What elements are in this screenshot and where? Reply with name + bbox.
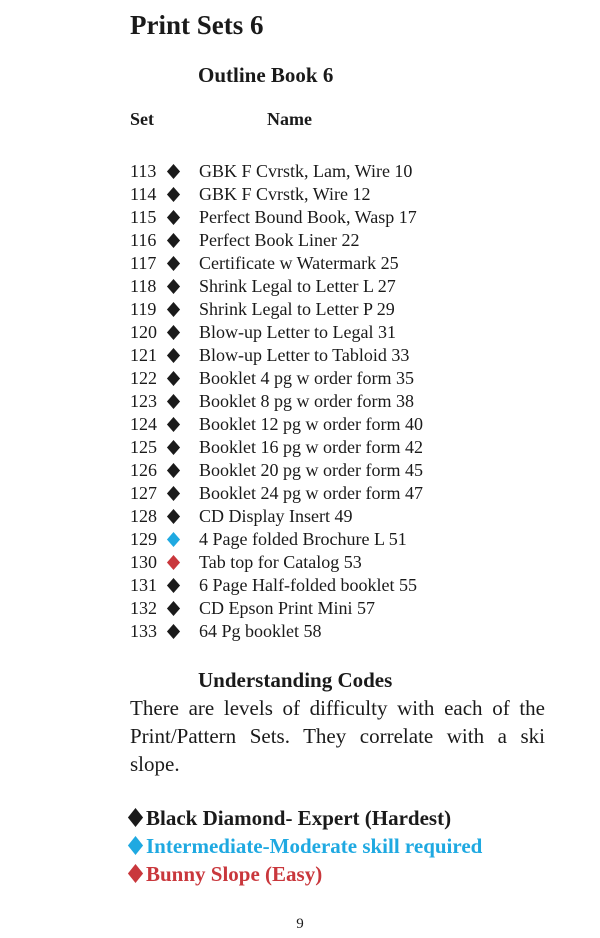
set-number: 129 xyxy=(130,529,157,549)
set-number: 121 xyxy=(130,345,157,365)
set-row xyxy=(130,298,570,321)
set-number: 120 xyxy=(130,322,157,342)
black-diamond-icon xyxy=(166,164,181,179)
codes-description: There are levels of difficulty with each of the Print/Pattern Sets. They correlate with a ski slope. xyxy=(130,696,545,776)
black-diamond-icon xyxy=(166,486,181,501)
page-title: Print Sets 6 xyxy=(130,10,264,40)
black-diamond-icon xyxy=(166,578,181,593)
set-name: Perfect Bound Book, Wasp 17 xyxy=(199,207,417,227)
black-diamond-icon xyxy=(166,279,181,294)
set-name: Tab top for Catalog 53 xyxy=(199,552,362,572)
set-row xyxy=(130,436,570,459)
set-name: Booklet 20 pg w order form 45 xyxy=(199,460,423,480)
set-name: GBK F Cvrstk, Lam, Wire 10 xyxy=(199,161,413,181)
black-diamond-icon xyxy=(127,808,144,827)
set-number: 127 xyxy=(130,483,157,503)
set-name: Blow-up Letter to Legal 31 xyxy=(199,322,396,342)
book-subtitle: Outline Book 6 xyxy=(198,63,334,87)
black-diamond-icon xyxy=(166,463,181,478)
set-number: 130 xyxy=(130,552,157,572)
set-name: CD Epson Print Mini 57 xyxy=(199,598,376,618)
set-number: 116 xyxy=(130,230,157,250)
black-diamond-icon xyxy=(166,325,181,340)
black-diamond-icon xyxy=(166,187,181,202)
set-name: Certificate w Watermark 25 xyxy=(199,253,399,273)
blue-diamond-icon xyxy=(127,836,144,855)
set-number: 133 xyxy=(130,621,157,641)
black-diamond-icon xyxy=(166,417,181,432)
set-name: Booklet 8 pg w order form 38 xyxy=(199,391,414,411)
set-row xyxy=(130,482,570,505)
set-name: Booklet 24 pg w order form 47 xyxy=(199,483,423,503)
set-name: 64 Pg booklet 58 xyxy=(199,621,322,641)
codes-heading: Understanding Codes xyxy=(198,668,393,692)
black-diamond-icon xyxy=(166,440,181,455)
set-name: 4 Page folded Brochure L 51 xyxy=(199,529,407,549)
set-number: 117 xyxy=(130,253,157,273)
red-diamond-icon xyxy=(127,864,144,883)
set-name: Booklet 16 pg w order form 42 xyxy=(199,437,423,457)
set-row xyxy=(130,160,570,183)
set-number: 131 xyxy=(130,575,157,595)
legend-item-blue xyxy=(127,832,587,860)
red-diamond-icon xyxy=(166,555,181,570)
set-row xyxy=(130,459,570,482)
set-name: Booklet 12 pg w order form 40 xyxy=(199,414,423,434)
set-row xyxy=(130,620,570,643)
set-name: Perfect Book Liner 22 xyxy=(199,230,360,250)
set-number: 118 xyxy=(130,276,157,296)
set-row xyxy=(130,413,570,436)
set-number: 124 xyxy=(130,414,157,434)
set-row xyxy=(130,229,570,252)
set-number: 132 xyxy=(130,598,157,618)
set-row xyxy=(130,367,570,390)
set-number: 115 xyxy=(130,207,157,227)
legend-item-black xyxy=(127,804,587,832)
set-number: 119 xyxy=(130,299,157,319)
column-header-set: Set xyxy=(130,109,154,129)
legend-label-red: Bunny Slope (Easy) xyxy=(146,862,323,886)
black-diamond-icon xyxy=(166,302,181,317)
set-number: 123 xyxy=(130,391,157,411)
set-row xyxy=(130,206,570,229)
set-row xyxy=(130,275,570,298)
set-number: 113 xyxy=(130,161,157,181)
set-name: CD Display Insert 49 xyxy=(199,506,353,526)
set-name: 6 Page Half-folded booklet 55 xyxy=(199,575,417,595)
set-name: Shrink Legal to Letter L 27 xyxy=(199,276,396,296)
set-row xyxy=(130,505,570,528)
set-row xyxy=(130,528,570,551)
black-diamond-icon xyxy=(166,371,181,386)
set-number: 122 xyxy=(130,368,157,388)
set-name: Shrink Legal to Letter P 29 xyxy=(199,299,395,319)
page-number: 9 xyxy=(296,916,304,932)
set-number: 126 xyxy=(130,460,157,480)
black-diamond-icon xyxy=(166,233,181,248)
legend-label-black: Black Diamond- Expert (Hardest) xyxy=(146,806,452,830)
set-number: 128 xyxy=(130,506,157,526)
black-diamond-icon xyxy=(166,601,181,616)
set-row xyxy=(130,390,570,413)
set-row xyxy=(130,183,570,206)
black-diamond-icon xyxy=(166,348,181,363)
set-number: 114 xyxy=(130,184,157,204)
black-diamond-icon xyxy=(166,509,181,524)
column-header-name: Name xyxy=(267,109,312,129)
black-diamond-icon xyxy=(166,256,181,271)
set-row xyxy=(130,252,570,275)
legend-item-red xyxy=(127,860,587,888)
set-row xyxy=(130,344,570,367)
black-diamond-icon xyxy=(166,624,181,639)
print-set-list xyxy=(130,160,570,643)
legend-label-blue: Intermediate-Moderate skill required xyxy=(146,834,483,858)
black-diamond-icon xyxy=(166,394,181,409)
set-row xyxy=(130,321,570,344)
set-name: Booklet 4 pg w order form 35 xyxy=(199,368,414,388)
black-diamond-icon xyxy=(166,210,181,225)
set-number: 125 xyxy=(130,437,157,457)
set-row xyxy=(130,551,570,574)
set-row xyxy=(130,574,570,597)
set-name: Blow-up Letter to Tabloid 33 xyxy=(199,345,410,365)
set-row xyxy=(130,597,570,620)
blue-diamond-icon xyxy=(166,532,181,547)
set-name: GBK F Cvrstk, Wire 12 xyxy=(199,184,371,204)
